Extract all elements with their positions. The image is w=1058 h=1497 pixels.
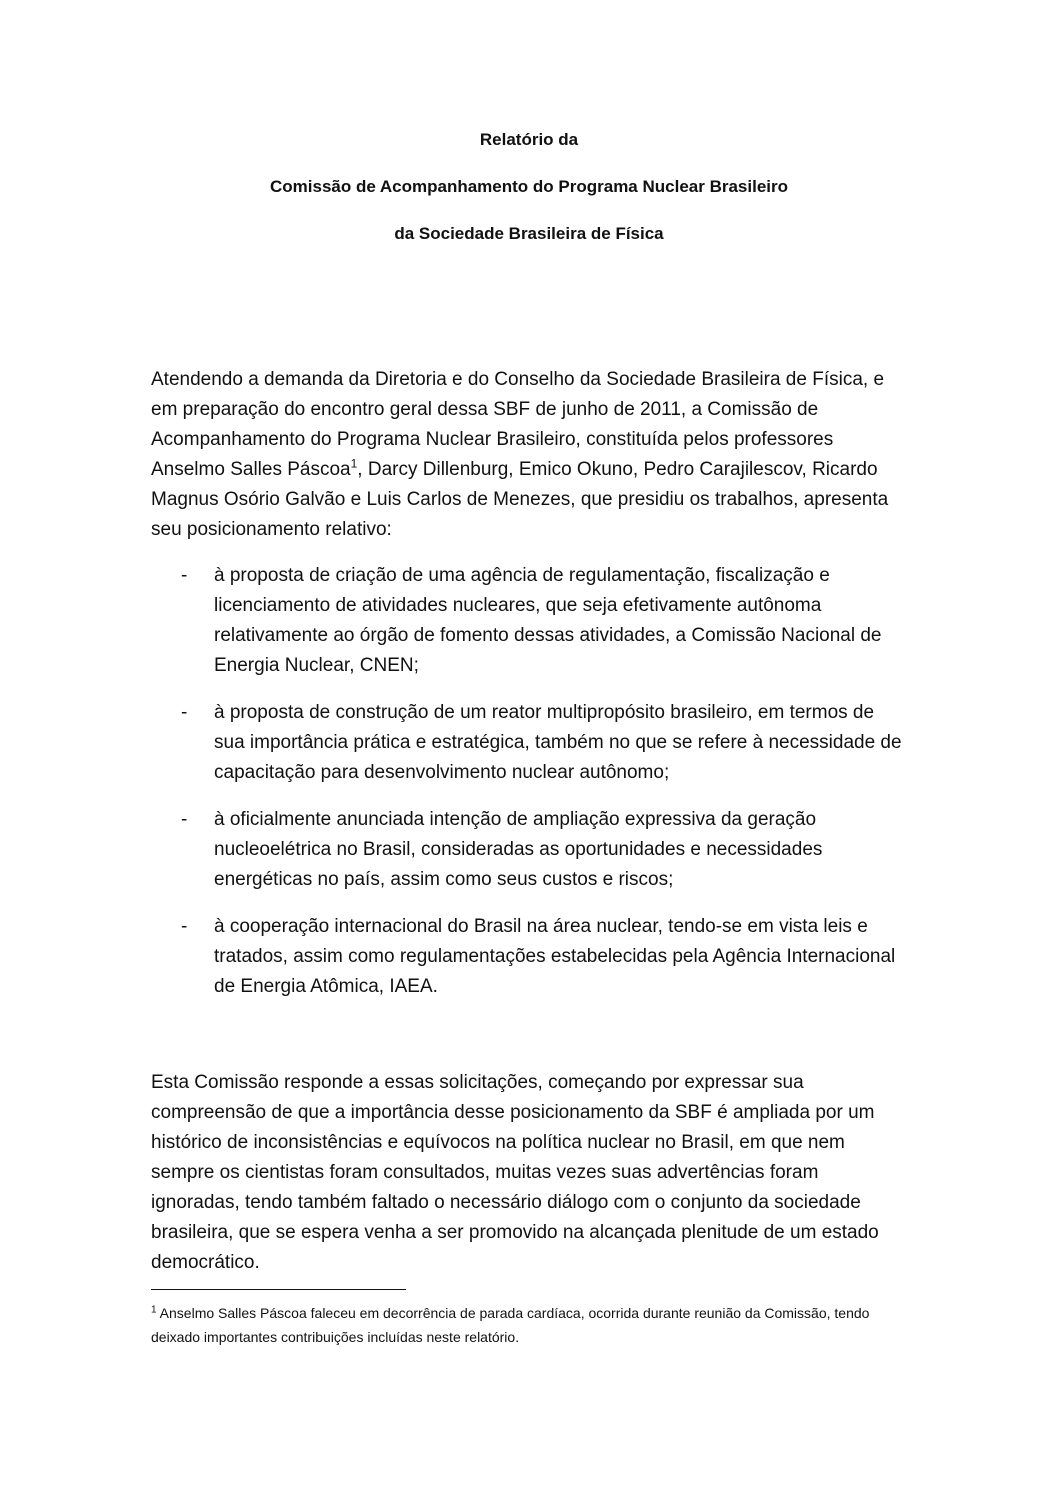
- list-item-text: à oficialmente anunciada intenção de ampliação expressiva da geração nucleoelétrica no Brasil, consideradas as oportunidades e necessidades energéticas no país, assim como seus custos e riscos;: [214, 809, 823, 890]
- bullet-dash: -: [181, 565, 188, 586]
- footnote: [151, 1301, 911, 1349]
- bullet-dash: -: [181, 702, 188, 723]
- footnote-mark: 1: [151, 1304, 157, 1316]
- footnote-text: Anselmo Salles Páscoa faleceu em decorrência de parada cardíaca, ocorrida durante reunião da Comissão, tendo deixado importantes contribuições incluídas neste relatório.: [151, 1305, 870, 1345]
- list-item-text: à proposta de criação de uma agência de regulamentação, fiscalização e licenciamento de atividades nucleares, que seja efetivamente autônoma relativamente ao órgão de fomento dessas atividades, a Comissão Nacional de Energia Nuclear, CNEN;: [214, 565, 882, 676]
- document-title: [0, 128, 1058, 269]
- intro-paragraph: [151, 365, 911, 545]
- list-item-text: à cooperação internacional do Brasil na área nuclear, tendo-se em vista leis e tratados, assim como regulamentações estabelecidas pela Agência Internacional de Energia Atômica, IAEA.: [214, 916, 896, 997]
- footnote-reference: 1: [350, 456, 358, 471]
- bullet-dash: -: [181, 809, 188, 830]
- bullet-dash: -: [181, 916, 188, 937]
- title-line-2: Comissão de Acompanhamento do Programa Nuclear Brasileiro: [269, 177, 788, 196]
- response-paragraph-text: Esta Comissão responde a essas solicitações, começando por expressar sua compreensão de que a importância desse posicionamento da SBF é ampliada por um histórico de inconsistências e equívocos na política nuclear no Brasil, em que nem sempre os cientistas foram consultados, muitas vezes suas advertências foram ignoradas, tendo também faltado o necessário diálogo com o conjunto da sociedade brasileira, que se espera venha a ser promovido na alcançada plenitude de um estado democrático.: [151, 1072, 879, 1273]
- footnote-separator: [151, 1289, 406, 1290]
- intro-text-part-1: Atendendo a demanda da Diretoria e do Conselho da Sociedade Brasileira de Física, e em preparação do encontro geral dessa SBF de junho de 2011, a Comissão de Acompanhamento do Programa Nuclear Brasileiro, constituída pelos professores Anselmo Salles Páscoa: [151, 369, 885, 480]
- title-line-3: da Sociedade Brasileira de Física: [394, 224, 664, 243]
- list-item-text: à proposta de construção de um reator multipropósito brasileiro, em termos de sua importância prática e estratégica, também no que se refere à necessidade de capacitação para desenvolvimento nuclear autônomo;: [214, 702, 902, 783]
- footnote-text-container: [151, 1301, 911, 1349]
- intro-text-part-2: , Darcy Dillenburg, Emico Okuno, Pedro Carajilescov, Ricardo Magnus Osório Galvão e Luis Carlos de Menezes, que presidiu os trabalhos, apresenta seu posicionamento relativo:: [151, 459, 889, 540]
- intro-paragraph-text: [151, 365, 911, 545]
- title-line-1: Relatório da: [479, 130, 579, 149]
- response-paragraph: [151, 1068, 911, 1278]
